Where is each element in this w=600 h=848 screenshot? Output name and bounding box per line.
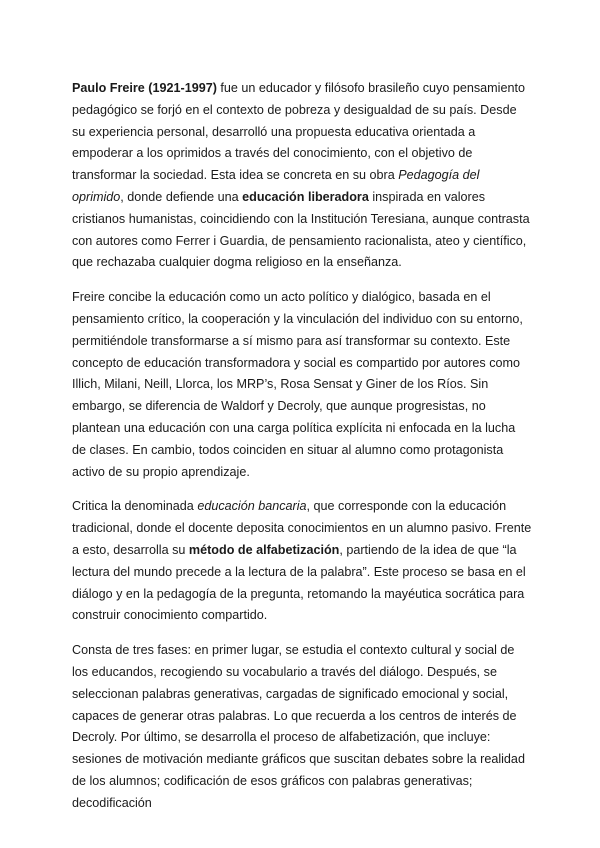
paragraph-banking-education [72,496,532,627]
paragraph-text: , partiendo de la idea de que “la lectura del mundo precede a la lectura de la palabra”. Este proceso se basa en el diálogo y en la pedagogía de la pregunta, retomando la mayéutica socrática para construir conocimiento compartido. [72,542,526,623]
key-term: educación bancaria [197,499,307,514]
paragraph-phases: Consta de tres fases: en primer lugar, se estudia el contexto cultural y social de los educandos, recogiendo su vocabulario a través del diálogo. Después, se seleccionan palabras generativas, cargadas de significado emocional y social, capaces de generar otras palabras. Lo que recuerda a los centros de interés de Decroly. Por último, se desarrolla el proceso de alfabetización, que incluye: sesiones de motivación mediante gráficos que suscitan debates sobre la realidad de los alumnos; codificación de esos gráficos con palabras generativas; decodificación [72,643,525,810]
author-name: Paulo Freire (1921-1997) [72,81,217,95]
book-title: Pedagogía del oprimido [72,168,480,204]
paragraph-education-concept: Freire concibe la educación como un acto político y dialógico, basada en el pensamiento crítico, la cooperación y la vinculación del individuo con su entorno, permitiéndole transformarse a sí mismo para así transformar su contexto. Este concepto de educación transformadora y social es compartido por autores como Illich, Milani, Neill, Llorca, los MRP’s, Rosa Sensat y Giner de los Ríos. Sin embargo, se diferencia de Waldorf y Decroly, que aunque progresistas, no plantean una educación con una carga política explícita ni enfocada en la lucha de clases. En cambio, todos coinciden en situar al alumno como protagonista activo de su propio aprendizaje. [72,290,523,479]
paragraph-text: , donde defiende una [120,189,243,204]
paragraph-text: fue un educador y filósofo brasileño cuyo pensamiento pedagógico se forjó en el contexto de pobreza y desigualdad de su país. Desde su experiencia personal, desarrolló una propuesta educativa orientada a empoderar a los oprimidos a través del conocimiento, con el objetivo de transformar la sociedad. Esta idea se concreta en su obra [72,81,525,183]
paragraph-text: inspirada en valores cristianos humanistas, coincidiendo con la Institución Teresiana, aunque contrasta con autores como Ferrer i Guardia, de pensamiento racionalista, ateo y científico, que rechazaba cualquier dogma religioso en la enseñanza. [72,189,530,270]
paragraph-text: , que corresponde con la educación tradicional, donde el docente deposita conocimientos en un alumno pasivo. Frente a esto, desarrolla su [72,499,532,557]
document-body [72,78,532,828]
paragraph-text: Critica la denominada [72,499,198,514]
key-concept: educación liberadora [242,189,369,204]
paragraph-freire-intro [72,78,532,274]
key-concept: método de alfabetización [188,542,340,557]
